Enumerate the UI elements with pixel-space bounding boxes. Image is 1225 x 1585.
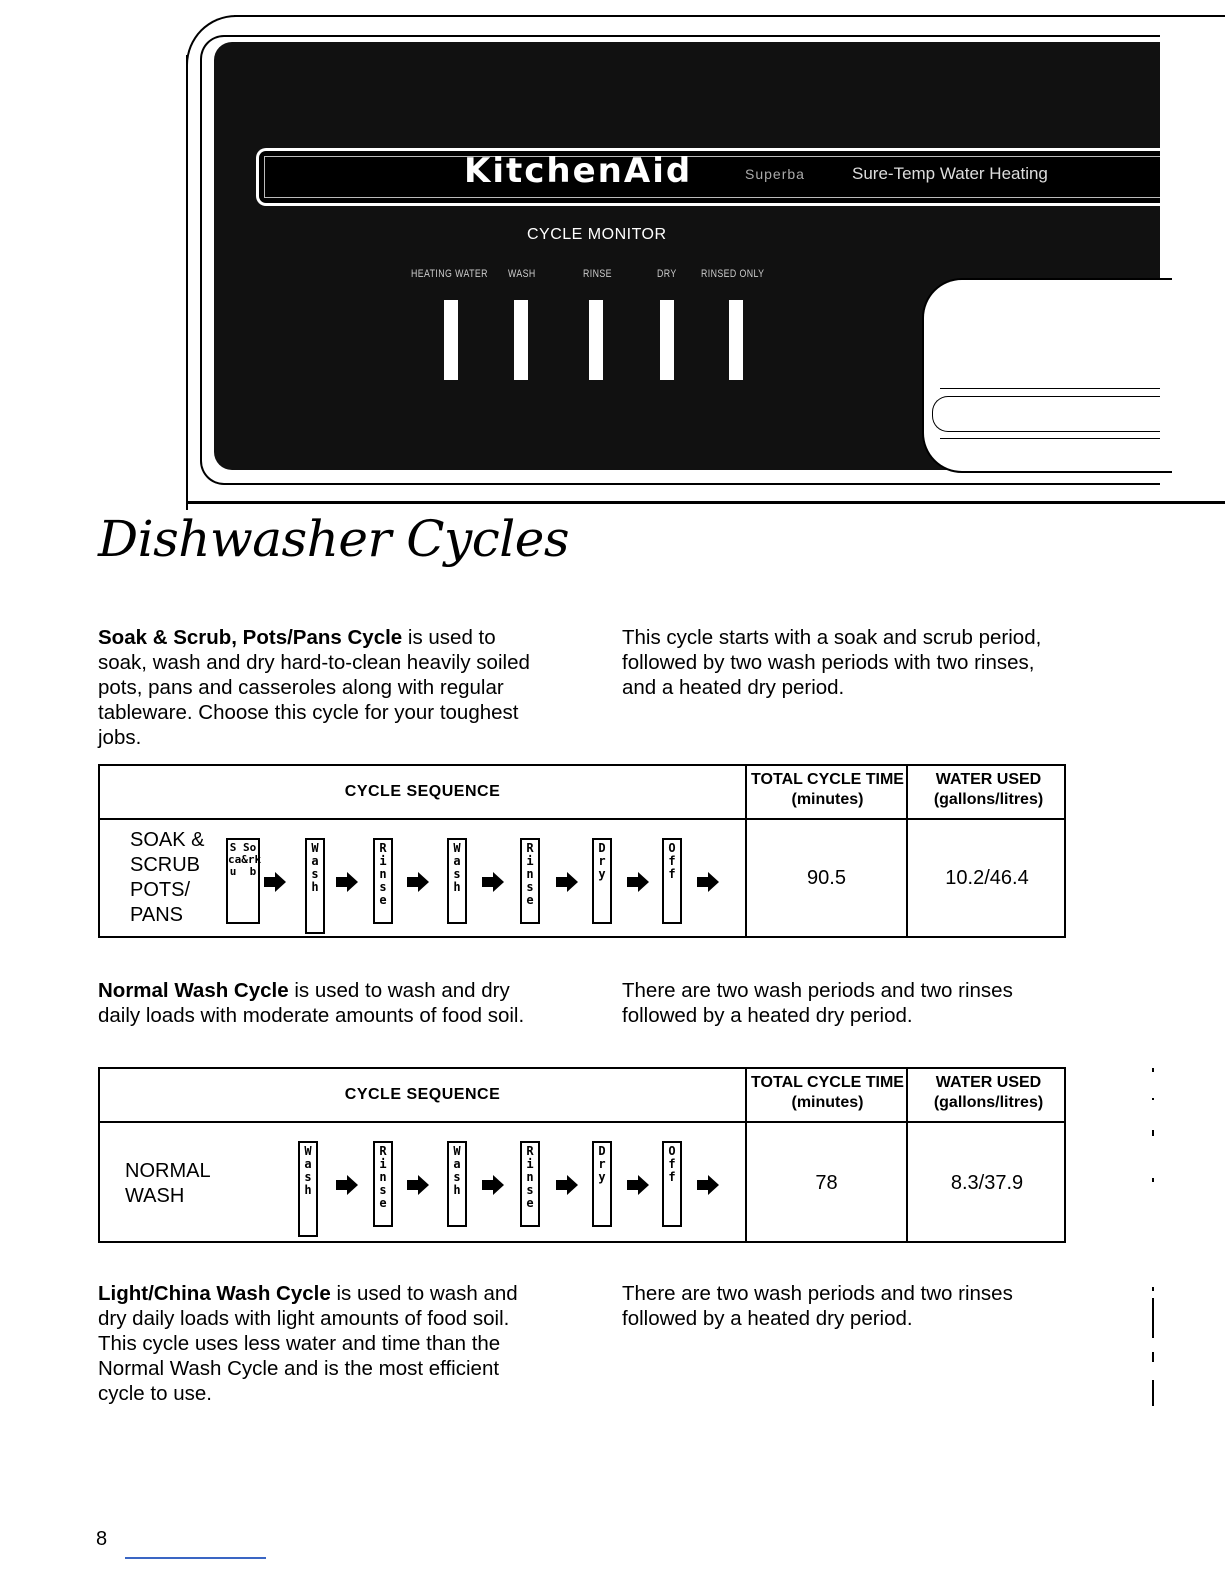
arrow-icon [264, 872, 286, 892]
total-cycle-time-header: TOTAL CYCLE TIME (minutes) [751, 1074, 904, 1111]
light-china-detail: There are two wash periods and two rinses followed by a heated dry period. [622, 1282, 1013, 1330]
normal-wash-detail: There are two wash periods and two rinses followed by a heated dry period. [622, 979, 1013, 1027]
page-title: Dishwasher Cycles [98, 510, 570, 568]
light-china-cycle-name: Light/China Wash Cycle [98, 1282, 331, 1305]
arrow-icon [697, 1175, 719, 1195]
indicator-light-rinsed-only [729, 300, 743, 380]
total-cycle-time-header: TOTAL CYCLE TIME (minutes) [751, 771, 904, 808]
arrow-icon [482, 1175, 504, 1195]
monitor-label-dry: DRY [657, 268, 677, 280]
step-wash: W a s h [447, 1141, 467, 1227]
arrow-icon [336, 1175, 358, 1195]
step-dry: D r y [592, 838, 612, 924]
water-used-header: WATER USED (gallons/litres) [933, 1074, 1044, 1111]
monitor-label-rinse: RINSE [583, 268, 612, 280]
arrow-icon [482, 872, 504, 892]
brand-model: Superba [745, 166, 805, 182]
total-cycle-time-value: 90.5 [807, 867, 846, 889]
soak-scrub-cycle-name: Soak & Scrub, Pots/Pans Cycle [98, 626, 403, 649]
step-soak-scrub: S So ca&rk u b [226, 838, 260, 924]
soak-scrub-intro [98, 625, 548, 750]
step-off: O f f [662, 1141, 682, 1227]
soak-scrub-table [98, 764, 1066, 938]
footer-rule [125, 1557, 266, 1559]
step-rinse: R i n s e [520, 838, 540, 924]
brand-logo: KitchenAid [464, 151, 693, 191]
water-used-value: 8.3/37.9 [950, 1172, 1024, 1194]
arrow-icon [556, 872, 578, 892]
margin-mark [1152, 1380, 1154, 1406]
cycle-label: NORMAL WASH [125, 1160, 210, 1207]
monitor-label-rinsed-only: RINSED ONLY [701, 268, 765, 280]
normal-wash-description: is used to wash and dry daily loads with moderate amounts of food soil. [98, 979, 525, 1027]
arrow-icon [627, 1175, 649, 1195]
margin-mark [1152, 1352, 1154, 1362]
cycle-monitor-title: CYCLE MONITOR [527, 226, 667, 243]
step-wash: W a s h [447, 838, 467, 924]
page-number: 8 [96, 1528, 108, 1550]
light-china-intro [98, 1281, 548, 1406]
indicator-light-dry [660, 300, 674, 380]
margin-mark [1152, 1068, 1154, 1072]
indicator-light-heating [444, 300, 458, 380]
cycle-label: SOAK & SCRUB POTS/ PANS [130, 829, 205, 926]
arrow-icon [556, 1175, 578, 1195]
step-wash: W a s h [298, 1141, 318, 1237]
margin-mark [1152, 1178, 1154, 1182]
cycle-sequence-header: CYCLE SEQUENCE [344, 783, 501, 800]
step-wash: W a s h [305, 838, 325, 934]
margin-mark [1152, 1287, 1154, 1291]
indicator-light-wash [514, 300, 528, 380]
step-rinse: R i n s e [373, 838, 393, 924]
step-off: O f f [662, 838, 682, 924]
arrow-icon [407, 1175, 429, 1195]
step-rinse: R i n s e [520, 1141, 540, 1227]
step-rinse: R i n s e [373, 1141, 393, 1227]
soak-scrub-description: is used to soak, wash and dry hard-to-clean heavily soiled pots, pans and casseroles along with regular tableware. Choose this cycle for your toughest jobs. [98, 626, 530, 749]
arrow-icon [336, 872, 358, 892]
arrow-icon [627, 872, 649, 892]
normal-wash-table [98, 1067, 1066, 1243]
margin-mark [1152, 1098, 1154, 1100]
panel-door-window [922, 278, 1172, 473]
cycle-sequence-header: CYCLE SEQUENCE [344, 1086, 501, 1103]
step-dry: D r y [592, 1141, 612, 1227]
monitor-label-wash: WASH [508, 268, 536, 280]
total-cycle-time-value: 78 [815, 1172, 838, 1194]
brand-feature: Sure-Temp Water Heating [852, 164, 1048, 183]
normal-wash-cycle-name: Normal Wash Cycle [98, 979, 289, 1002]
arrow-icon [697, 872, 719, 892]
normal-wash-intro [98, 978, 548, 1028]
indicator-light-rinse [589, 300, 603, 380]
soak-scrub-detail: This cycle starts with a soak and scrub period, followed by two wash periods with two rinses, and a heated dry period. [622, 626, 1042, 699]
light-china-description: is used to wash and dry daily loads with light amounts of food soil. This cycle uses less water and time than the Normal Wash Cycle and is the most efficient cycle to use. [98, 1282, 518, 1405]
water-used-header: WATER USED (gallons/litres) [933, 771, 1044, 808]
margin-mark [1152, 1298, 1154, 1338]
margin-mark [1152, 1130, 1154, 1136]
monitor-label-heating: HEATING WATER [411, 268, 488, 280]
arrow-icon [407, 872, 429, 892]
water-used-value: 10.2/46.4 [945, 867, 1029, 889]
